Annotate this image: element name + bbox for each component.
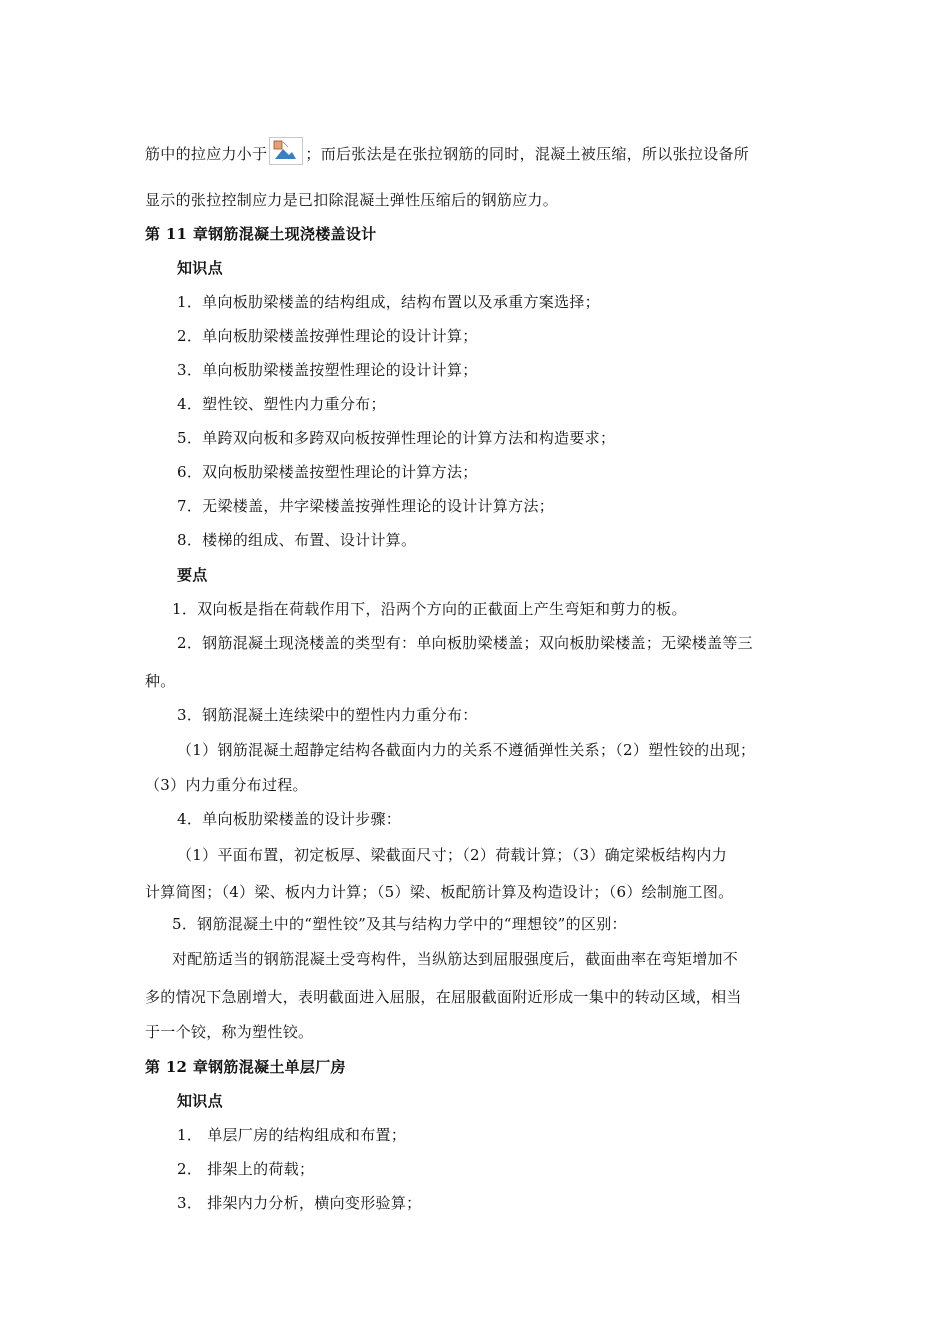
paragraph-line: 1．双向板是指在荷载作用下，沿两个方向的正截面上产生弯矩和剪力的板。	[172, 600, 687, 618]
list-item: 3． 排架内力分析，横向变形验算；	[177, 1194, 422, 1212]
list-item: 1．单向板肋梁楼盖的结构组成，结构布置以及承重方案选择；	[177, 293, 600, 311]
paragraph-line: 4．单向板肋梁楼盖的设计步骤：	[177, 810, 402, 828]
paragraph-line: 5．钢筋混凝土中的“塑性铰”及其与结构力学中的“理想铰”的区别：	[172, 915, 627, 933]
paragraph-line: 2．钢筋混凝土现浇楼盖的类型有：单向板肋梁楼盖；双向板肋梁楼盖；无梁楼盖等三	[177, 634, 753, 652]
paragraph-line: 种。	[145, 672, 176, 690]
list-item: 2． 排架上的荷载；	[177, 1160, 315, 1178]
list-item: 3．单向板肋梁楼盖按塑性理论的设计计算；	[177, 361, 478, 379]
paragraph-line: 多的情况下急剧增大，表明截面进入屈服，在屈服截面附近形成一集中的转动区域，相当	[145, 988, 742, 1006]
chapter-heading: 第 12 章钢筋混凝土单层厂房	[145, 1058, 346, 1076]
chapter-heading: 第 11 章钢筋混凝土现浇楼盖设计	[145, 225, 377, 243]
paragraph-line: （3）内力重分布过程。	[145, 776, 308, 794]
section-heading: 知识点	[177, 1092, 223, 1110]
list-item: 5．单跨双向板和多跨双向板按弹性理论的计算方法和构造要求；	[177, 429, 616, 447]
list-item: 8．楼梯的组成、布置、设计计算。	[177, 531, 417, 549]
paragraph-line: （1）平面布置，初定板厚、梁截面尺寸；（2）荷载计算；（3）确定梁板结构内力	[177, 846, 728, 864]
paragraph-line: 计算简图；（4）梁、板内力计算；（5）梁、板配筋计算及构造设计；（6）绘制施工图。	[145, 883, 734, 901]
paragraph-line: 筋中的拉应力小于 ；而后张法是在张拉钢筋的同时，混凝土被压缩，所以张拉设备所	[145, 137, 749, 165]
section-heading: 知识点	[177, 259, 223, 277]
list-item: 4．塑性铰、塑性内力重分布；	[177, 395, 386, 413]
broken-image-icon	[269, 137, 303, 165]
paragraph-line: 3．钢筋混凝土连续梁中的塑性内力重分布：	[177, 706, 478, 724]
paragraph-line: （1）钢筋混凝土超静定结构各截面内力的关系不遵循弹性关系；（2）塑性铰的出现；	[177, 741, 756, 759]
list-item: 6．双向板肋梁楼盖按塑性理论的计算方法；	[177, 463, 478, 481]
list-item: 7．无梁楼盖，井字梁楼盖按弹性理论的设计计算方法；	[177, 497, 555, 515]
paragraph-line: 显示的张拉控制应力是已扣除混凝土弹性压缩后的钢筋应力。	[145, 191, 559, 209]
section-heading: 要点	[177, 566, 208, 584]
paragraph-line: 对配筋适当的钢筋混凝土受弯构件，当纵筋达到屈服强度后，截面曲率在弯矩增加不	[172, 950, 739, 968]
list-item: 2．单向板肋梁楼盖按弹性理论的设计计算；	[177, 327, 478, 345]
list-item: 1． 单层厂房的结构组成和布置；	[177, 1126, 407, 1144]
paragraph-line: 于一个铰，称为塑性铰。	[145, 1023, 314, 1041]
